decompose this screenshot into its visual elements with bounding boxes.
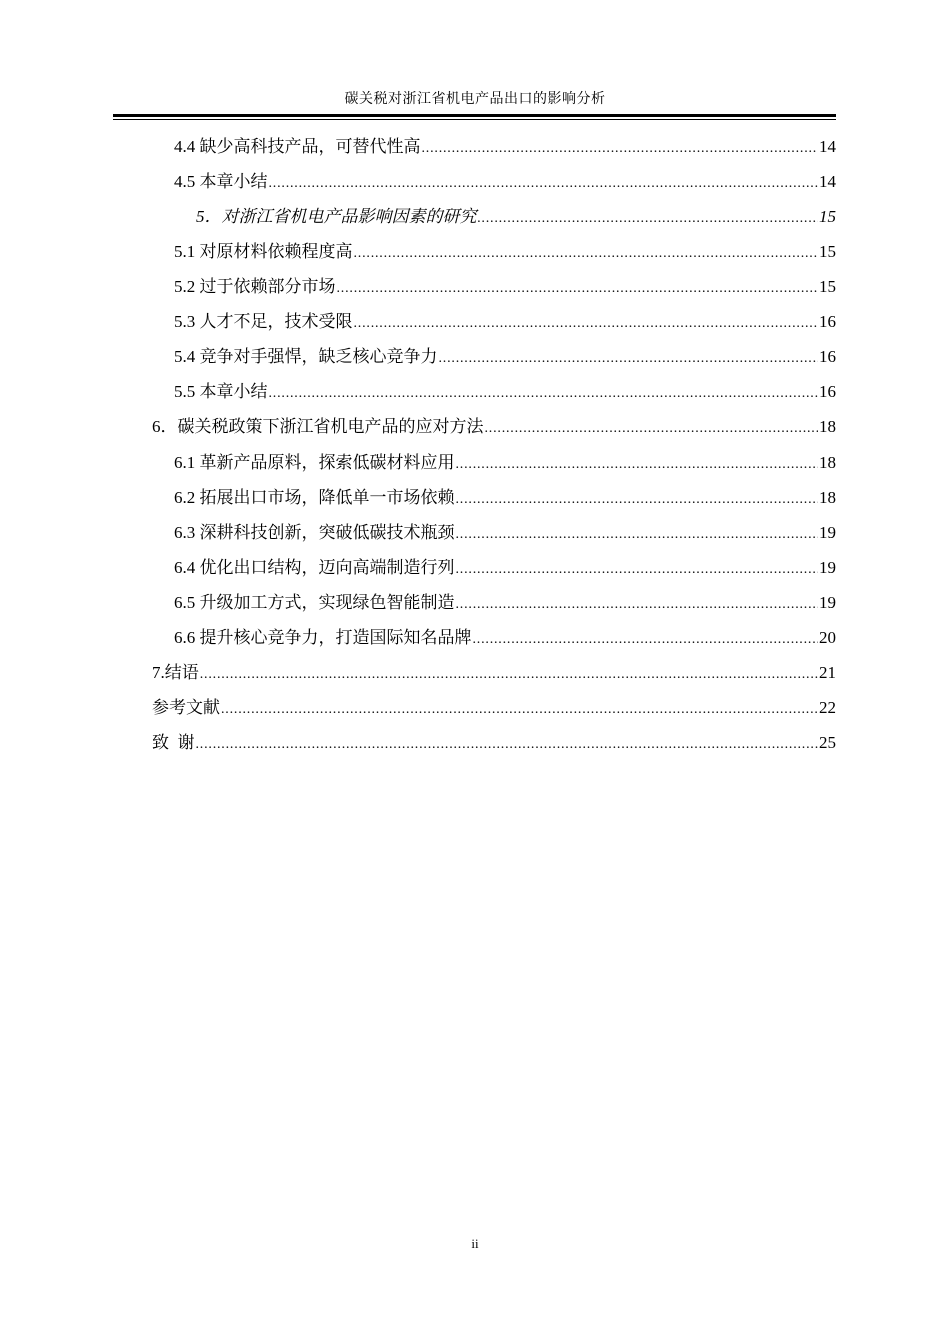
toc-dot-leader — [456, 523, 819, 547]
toc-entry[interactable] — [174, 451, 836, 475]
toc-page-number: 18 — [819, 488, 836, 507]
footer-page-number: ii — [471, 1236, 479, 1251]
toc-entry[interactable] — [174, 275, 836, 299]
toc-dot-leader — [354, 312, 819, 336]
toc-page-number: 25 — [819, 733, 836, 752]
toc-entry[interactable] — [152, 661, 836, 685]
toc-page-number: 19 — [819, 523, 836, 542]
toc-entry-label: 5.3 人才不足，技术受限 — [174, 312, 353, 331]
toc-entry[interactable] — [152, 731, 836, 755]
toc-page-number: 15 — [819, 207, 836, 226]
toc-page-number: 22 — [819, 698, 836, 717]
toc-dot-leader — [269, 382, 819, 406]
toc-dot-leader — [269, 172, 819, 196]
toc-dot-leader — [456, 593, 819, 617]
toc-entry-label: 6.4 优化出口结构，迈向高端制造行列 — [174, 558, 455, 577]
toc-dot-leader — [485, 417, 819, 441]
toc-entry-label: 4.4 缺少高科技产品，可替代性高 — [174, 137, 421, 156]
toc-entry-label: 参考文献 — [152, 698, 220, 717]
toc-dot-leader — [439, 347, 819, 371]
toc-dot-leader — [196, 733, 819, 757]
toc-page-number: 19 — [819, 593, 836, 612]
toc-entry-label: 5.4 竞争对手强悍，缺乏核心竞争力 — [174, 347, 438, 366]
toc-page-number: 20 — [819, 628, 836, 647]
toc-entry[interactable] — [152, 696, 836, 720]
toc-entry-label: 6.6 提升核心竞争力，打造国际知名品牌 — [174, 628, 472, 647]
toc-entry-label: 6.1 革新产品原料，探索低碳材料应用 — [174, 453, 455, 472]
toc-entry-label: 致 谢 — [152, 733, 195, 752]
toc-entry-label: 7.结语 — [152, 663, 199, 682]
toc-entry[interactable] — [174, 345, 836, 369]
toc-dot-leader — [473, 628, 819, 652]
toc-entry-label: 6．碳关税政策下浙江省机电产品的应对方法 — [152, 417, 484, 436]
toc-entry[interactable] — [152, 415, 836, 439]
toc-entry[interactable] — [174, 310, 836, 334]
toc-entry[interactable] — [174, 486, 836, 510]
toc-entry-label: 5.1 对原材料依赖程度高 — [174, 242, 353, 261]
toc-entry[interactable] — [174, 626, 836, 650]
toc-entry-label: 6.5 升级加工方式，实现绿色智能制造 — [174, 593, 455, 612]
toc-page-number: 18 — [819, 453, 836, 472]
toc-entry-label: 5.2 过于依赖部分市场 — [174, 277, 336, 296]
toc-dot-leader — [337, 277, 819, 301]
toc-page-number: 18 — [819, 417, 836, 436]
toc-entry[interactable] — [174, 135, 836, 159]
toc-entry-label: 5．对浙江省机电产品影响因素的研究 — [196, 207, 477, 226]
toc-page-number: 21 — [819, 663, 836, 682]
toc-entry-label: 4.5 本章小结 — [174, 172, 268, 191]
toc-dot-leader — [354, 242, 819, 266]
toc-page-number: 14 — [819, 137, 836, 156]
toc-entry-label: 6.3 深耕科技创新，突破低碳技术瓶颈 — [174, 523, 455, 542]
toc-page-number: 15 — [819, 242, 836, 261]
toc-page-number: 14 — [819, 172, 836, 191]
toc-dot-leader — [200, 663, 818, 687]
toc-dot-leader — [422, 137, 819, 161]
toc-page-number: 16 — [819, 347, 836, 366]
toc-page-number: 16 — [819, 382, 836, 401]
toc-dot-leader — [221, 698, 818, 722]
toc-entry[interactable] — [174, 240, 836, 264]
toc-dot-leader — [456, 453, 819, 477]
toc-entry[interactable] — [174, 170, 836, 194]
toc-page-number: 16 — [819, 312, 836, 331]
toc-entry-label: 5.5 本章小结 — [174, 382, 268, 401]
page-header-title: 碳关税对浙江省机电产品出口的影响分析 — [344, 92, 606, 107]
toc-entry[interactable] — [174, 521, 836, 545]
toc-dot-leader — [478, 207, 819, 231]
toc-page-number: 15 — [819, 277, 836, 296]
toc-entry-label: 6.2 拓展出口市场，降低单一市场依赖 — [174, 488, 455, 507]
toc-entry[interactable] — [196, 205, 836, 229]
toc-entry[interactable] — [174, 556, 836, 580]
toc-dot-leader — [456, 558, 819, 582]
toc-entry[interactable] — [174, 380, 836, 404]
toc-entry[interactable] — [174, 591, 836, 615]
toc-page-number: 19 — [819, 558, 836, 577]
toc-dot-leader — [456, 488, 819, 512]
